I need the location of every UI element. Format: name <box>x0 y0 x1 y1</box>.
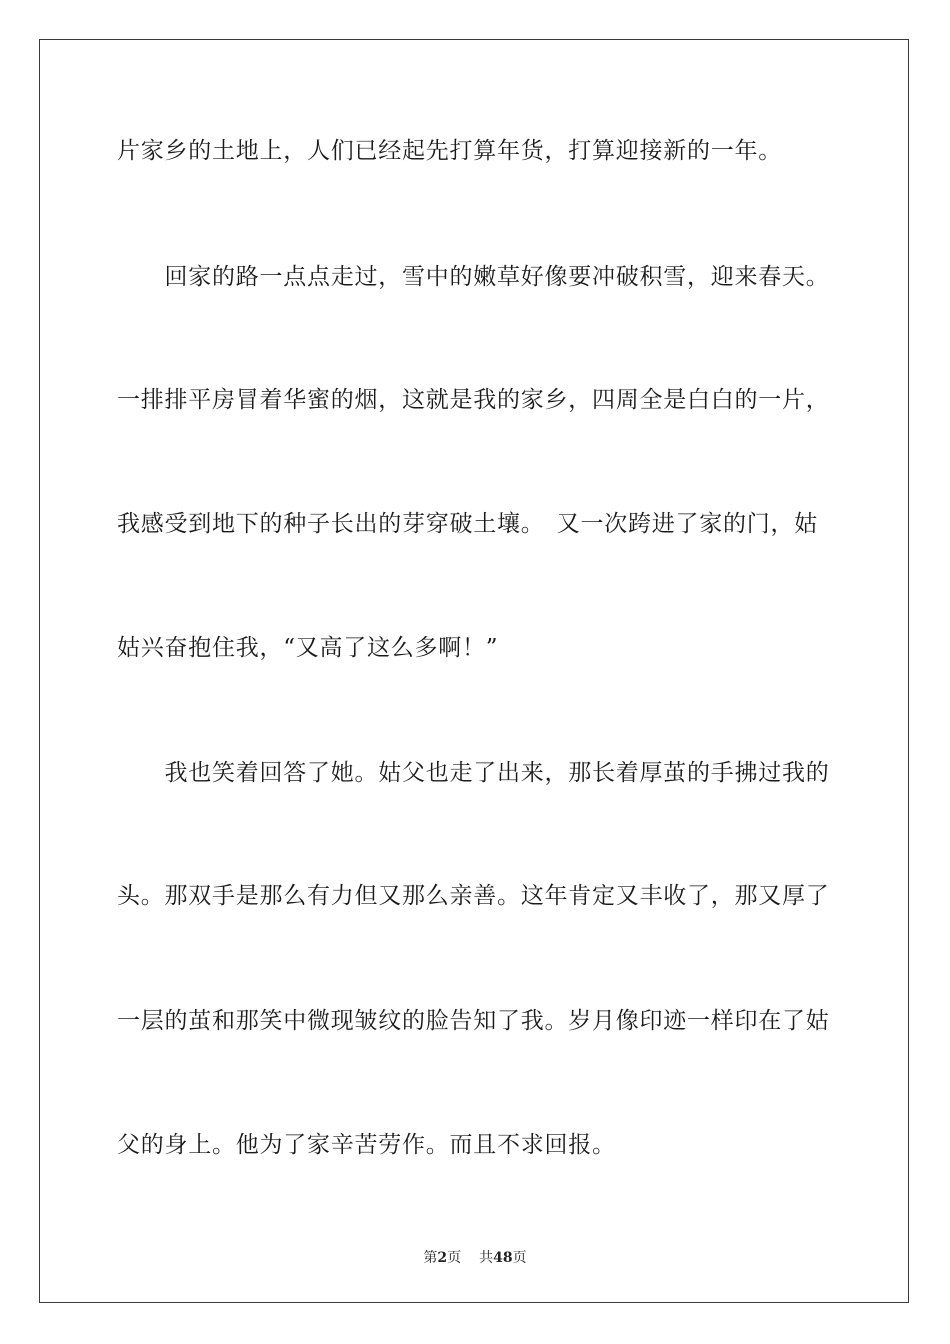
text-line-9: 父的身上。他为了家辛苦劳作。而且不求回报。 <box>117 1132 616 1158</box>
page-suffix: 页 <box>447 1250 462 1266</box>
page-prefix: 第 <box>423 1250 438 1266</box>
page-number: 2 <box>437 1250 448 1266</box>
text-line-7: 头。那双手是那么有力但又那么亲善。这年肯定又丰收了，那又厚了 <box>117 883 830 909</box>
total-pages: 48 <box>493 1250 513 1266</box>
text-line-3: 一排排平房冒着华蜜的烟，这就是我的家乡，四周全是白白的一片， <box>117 387 830 413</box>
text-line-4: 我感受到地下的种子长出的芽穿破土壤。 又一次跨进了家的门，姑 <box>117 511 818 537</box>
page-border <box>39 39 909 1303</box>
total-suffix: 页 <box>512 1250 527 1266</box>
text-line-2: 回家的路一点点走过，雪中的嫩草好像要冲破积雪，迎来春天。 <box>117 264 830 290</box>
page-footer <box>0 1247 950 1267</box>
text-line-8: 一层的茧和那笑中微现皱纹的脸告知了我。岁月像印迹一样印在了姑 <box>117 1008 830 1034</box>
total-prefix: 共 <box>479 1250 494 1266</box>
text-line-5: 姑兴奋抱住我，“又高了这么多啊！” <box>117 635 499 661</box>
text-line-6: 我也笑着回答了她。姑父也走了出来，那长着厚茧的手拂过我的 <box>117 760 830 786</box>
text-line-1: 片家乡的土地上，人们已经起先打算年货，打算迎接新的一年。 <box>117 138 782 164</box>
